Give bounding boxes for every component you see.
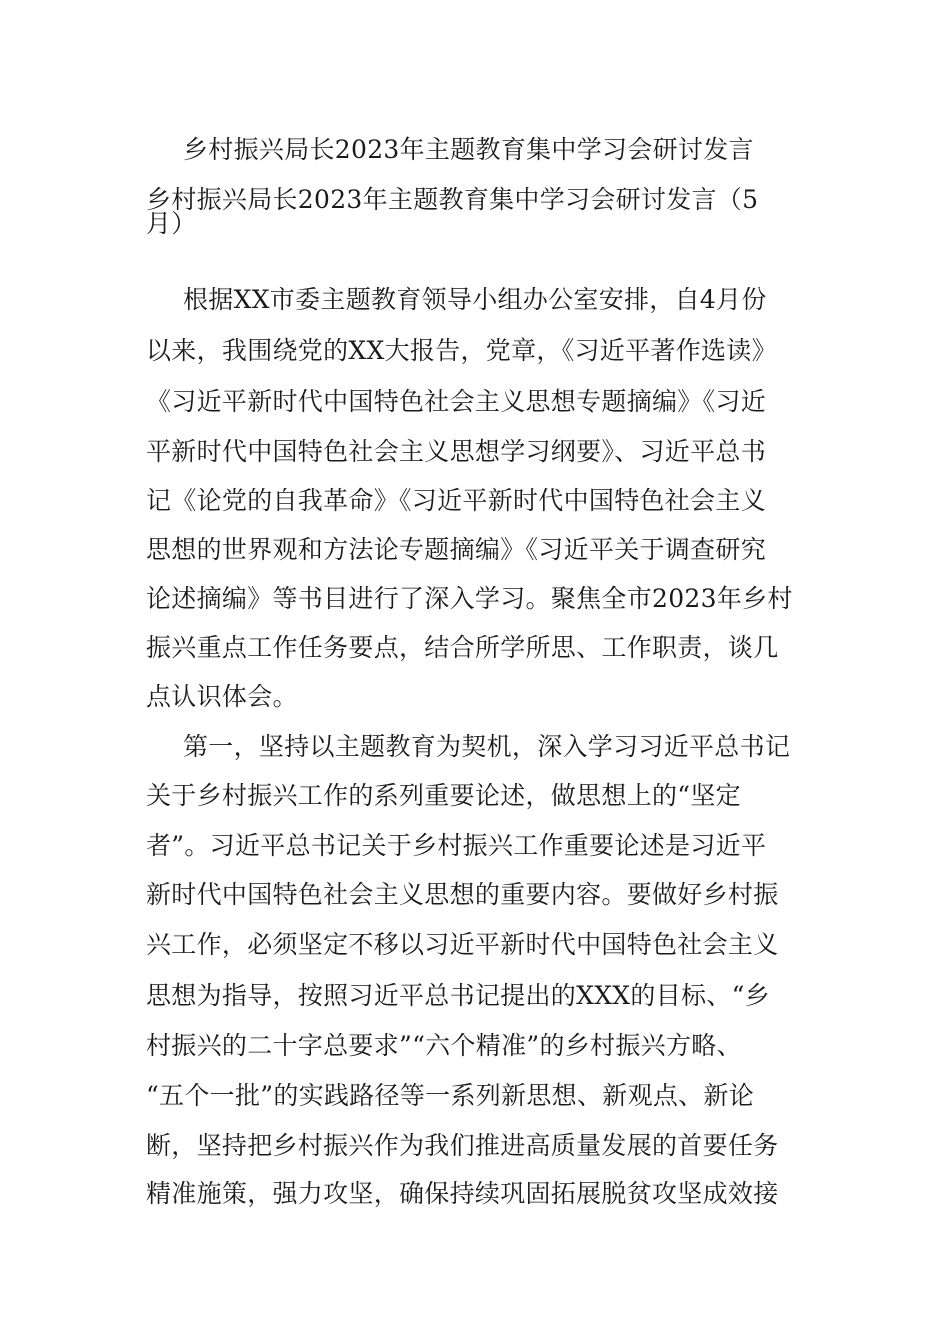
paragraph-1-line: 论述摘编》等书目进行了深入学习。聚焦全市2023年乡村 (146, 584, 793, 613)
paragraph-2-line: 者”。习近平总书记关于乡村振兴工作重要论述是习近平 (146, 831, 767, 860)
paragraph-1-line: 以来，我围绕党的XX大报告，党章，《习近平著作选读》 (146, 336, 777, 365)
paragraph-2-line: 断，坚持把乡村振兴作为我们推进高质量发展的首要任务 (146, 1131, 779, 1160)
subtitle-line-2: 月） (146, 209, 197, 238)
paragraph-1-line: 记《论党的自我革命》《习近平新时代中国特色社会主义 (146, 486, 767, 515)
paragraph-2-line: 兴工作，必须坚定不移以习近平新时代中国特色社会主义 (146, 930, 779, 959)
paragraph-1-line: 振兴重点工作任务要点，结合所学所思、工作职责，谈几 (146, 633, 779, 662)
paragraph-2-line: 关于乡村振兴工作的系列重要论述，做思想上的“坚定 (146, 781, 741, 810)
paragraph-2-line: 村振兴的二十字总要求”“六个精准”的乡村振兴方略、 (146, 1031, 742, 1060)
paragraph-2-line: “五个一批”的实践路径等一系列新思想、新观点、新论 (146, 1081, 755, 1110)
subtitle-line-1: 乡村振兴局长2023年主题教育集中学习会研讨发言（5 (146, 185, 759, 214)
paragraph-2-line: 思想为指导，按照习近平总书记提出的XXX的目标、“乡 (146, 981, 770, 1010)
paragraph-1-line: 根据XX市委主题教育领导小组办公室安排，自4月份 (183, 285, 767, 314)
paragraph-1-line: 思想的世界观和方法论专题摘编》《习近平关于调查研究 (146, 535, 767, 564)
paragraph-1-line: 《习近平新时代中国特色社会主义思想专题摘编》《习近 (146, 387, 767, 416)
document-title: 乡村振兴局长2023年主题教育集中学习会研讨发言 (183, 135, 754, 164)
paragraph-1-line: 平新时代中国特色社会主义思想学习纲要》、习近平总书 (146, 437, 767, 466)
paragraph-1-line: 点认识体会。 (146, 682, 298, 711)
paragraph-2-line: 第一，坚持以主题教育为契机，深入学习习近平总书记 (183, 732, 791, 761)
paragraph-2-line: 新时代中国特色社会主义思想的重要内容。要做好乡村振 (146, 880, 779, 909)
paragraph-2-line: 精准施策，强力攻坚，确保持续巩固拓展脱贫攻坚成效接 (146, 1179, 779, 1208)
